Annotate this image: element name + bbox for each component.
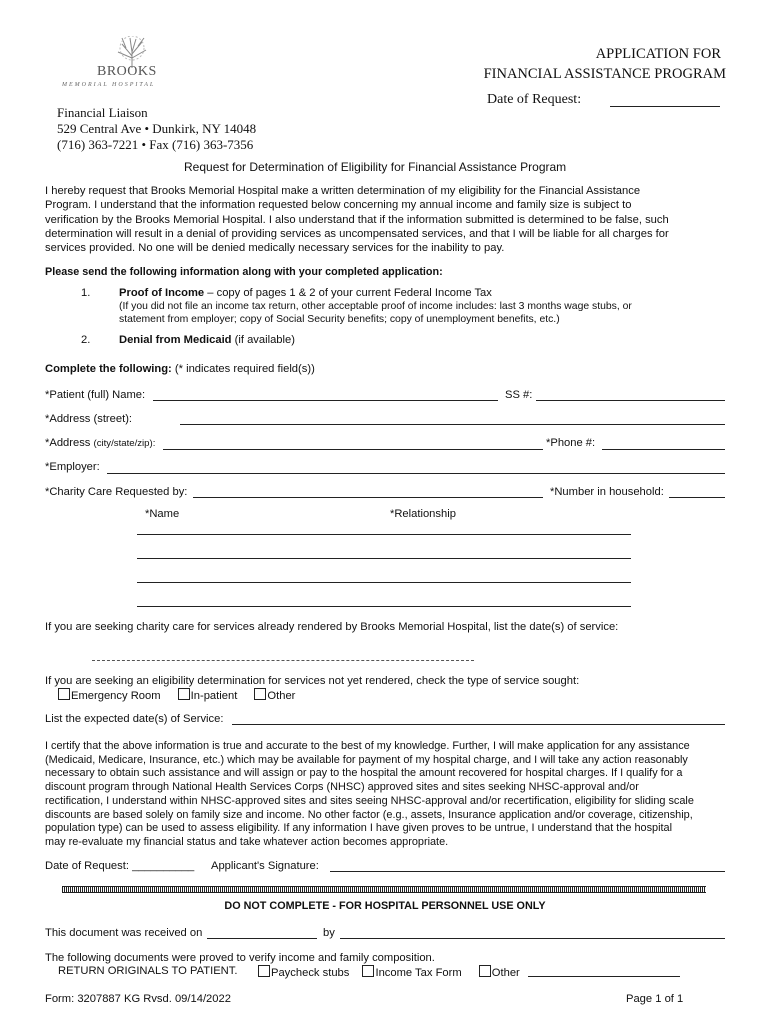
rendered-dates-input[interactable] (92, 660, 474, 661)
employer-label: *Employer: (45, 461, 100, 473)
signature-label: Applicant's Signature: (211, 860, 319, 872)
item-text: (if available) (231, 334, 295, 346)
page-number: Page 1 of 1 (626, 993, 684, 1005)
certify-line: I certify that the above information is true and accurate to the best of my knowledge. Further, I will make application for any assistance (45, 740, 690, 752)
ss-label: SS #: (505, 389, 533, 401)
certify-line: rectification, I understand within NHSC-approved sites and sites seeing NHSC-approval and/or recertification, eligibility for sliding scale (45, 794, 694, 807)
signature-input[interactable] (330, 871, 725, 872)
received-by-label: by (323, 927, 335, 939)
intro-line: services provided. No one will be denied medically necessary services for the inability to pay. (45, 242, 505, 255)
item-number: 2. (81, 334, 91, 346)
intro-paragraph (45, 184, 725, 255)
checkbox-icon[interactable] (178, 688, 190, 700)
household-row-input[interactable] (137, 606, 631, 607)
received-by-input[interactable] (340, 938, 725, 939)
rendered-services-text: If you are seeking charity care for services already rendered by Brooks Memorial Hospital, list the date(s) of service: (45, 621, 619, 633)
expected-dates-label: List the expected date(s) of Service: (45, 713, 224, 725)
logo-name: BROOKS (97, 64, 157, 79)
item-proof-of-income (119, 287, 492, 299)
intro-line: I hereby request that Brooks Memorial Hospital make a written determination of my eligibility for the Financial Assistance (45, 185, 641, 197)
item-denial-medicaid (119, 334, 295, 346)
item-title: Denial from Medicaid (119, 334, 232, 346)
form-footer-id: Form: 3207887 KG Rvsd. 09/14/2022 (45, 993, 231, 1005)
certify-line: may re-evaluate my financial status and take whatever action becomes appropriate. (45, 835, 449, 848)
send-heading: Please send the following information along with your completed application: (45, 266, 443, 278)
department: Financial Liaison (57, 105, 148, 120)
checkbox-icon[interactable] (479, 965, 491, 977)
logo (60, 36, 200, 92)
phone-label: *Phone #: (546, 437, 596, 449)
intro-line: Program. I understand that the information requested below concerning my annual income and family size is subject to (45, 199, 632, 212)
other-document-option[interactable] (479, 967, 520, 979)
subtitle: Request for Determination of Eligibility for Financial Assistance Program (184, 160, 567, 174)
patient-name-input[interactable] (153, 400, 498, 401)
not-rendered-text: If you are seeking an eligibility determination for services not yet rendered, check the type of service sought: (45, 675, 580, 687)
patient-name-label: *Patient (full) Name: (45, 389, 146, 401)
household-row-input[interactable] (137, 582, 631, 583)
paycheck-stubs-option[interactable] (258, 967, 349, 979)
item-text: – copy of pages 1 & 2 of your current Federal Income Tax (204, 287, 492, 299)
proved-text: The following documents were proved to verify income and family composition. (45, 952, 435, 964)
option-label: Other (491, 967, 520, 979)
certify-line: discounts are based solely on family size and income. No other factor (e.g., assets, Insurance application and/or coverage, citizenship, (45, 808, 693, 821)
household-relationship-header: *Relationship (390, 508, 456, 520)
option-label: Emergency Room (71, 690, 161, 702)
address-city-label (45, 437, 155, 449)
address-street-input[interactable] (180, 424, 725, 425)
section-divider (62, 886, 706, 893)
emergency-room-option[interactable] (58, 690, 161, 702)
signature-date-label: Date of Request: __________ (45, 860, 195, 872)
form-title-line1: APPLICATION FOR (595, 46, 721, 62)
option-label: Other (267, 690, 296, 702)
household-row-input[interactable] (137, 558, 631, 559)
intro-line: determination will result in a denial of providing services as uncompensated services, and that I will be liable for all charges for (45, 227, 669, 240)
document-options (258, 965, 520, 979)
hospital-address: 529 Central Ave • Dunkirk, NY 14048 (57, 121, 257, 136)
complete-heading (45, 363, 315, 375)
household-name-header: *Name (145, 508, 180, 520)
expected-dates-input[interactable] (232, 724, 725, 725)
certify-line: (Medicaid, Medicare, Insurance, etc.) which may be available for payment of my hospital charge, and I will take any action reasonably (45, 753, 688, 766)
service-options (58, 688, 295, 702)
option-label: Paycheck stubs (271, 967, 350, 979)
certify-line: population type) can be used to assess eligibility. If any information I have given proves to be untrue, I understand that the hospital (45, 822, 672, 835)
phone-input[interactable] (602, 449, 725, 450)
charity-input[interactable] (193, 497, 543, 498)
certify-line: necessary to obtain such assistance and will assign or pay to the hospital the amount recovered for hospital charges. If I qualify for a (45, 767, 683, 780)
certify-paragraph (45, 740, 725, 850)
ss-input[interactable] (536, 400, 725, 401)
checkbox-icon[interactable] (58, 688, 70, 700)
household-input[interactable] (669, 497, 725, 498)
address-city-label-a: *Address (45, 437, 94, 449)
received-date-input[interactable] (207, 938, 317, 939)
charity-label: *Charity Care Requested by: (45, 486, 188, 498)
complete-note: (* indicates required field(s)) (171, 363, 315, 375)
complete-bold: Complete the following: (45, 363, 172, 375)
intro-line: verification by the Brooks Memorial Hospital. I also understand that if the information submitted is determined to be false, such (45, 213, 669, 226)
household-label: *Number in household: (550, 486, 664, 498)
received-label: This document was received on (45, 927, 203, 939)
employer-input[interactable] (107, 473, 725, 474)
other-option[interactable] (254, 690, 295, 702)
in-patient-option[interactable] (178, 690, 238, 702)
income-tax-form-option[interactable] (362, 967, 461, 979)
address-city-label-b: (city/state/zip): (93, 438, 156, 449)
form-title-line2: FINANCIAL ASSISTANCE PROGRAM (483, 66, 726, 82)
return-originals-text: RETURN ORIGINALS TO PATIENT. (58, 965, 238, 977)
address-street-label: *Address (street): (45, 413, 133, 425)
logo-tagline: MEMORIAL HOSPITAL (62, 82, 156, 88)
item-title: Proof of Income (119, 287, 205, 299)
checkbox-icon[interactable] (254, 688, 266, 700)
hospital-phone-fax: (716) 363-7221 • Fax (716) 363-7356 (57, 137, 254, 152)
certify-line: discount program through National Health Services Corps (NHSC) approved sites and sites seeking NHSC-approval and/or (45, 781, 639, 794)
option-label: Income Tax Form (375, 967, 462, 979)
address-city-input[interactable] (163, 449, 543, 450)
checkbox-icon[interactable] (362, 965, 374, 977)
household-row-input[interactable] (137, 534, 631, 535)
item-sub-text: (If you did not file an income tax return, other acceptable proof of income includes: last 3 months wage stubs, or (119, 301, 632, 312)
item-number: 1. (81, 287, 91, 299)
option-label: In-patient (190, 690, 238, 702)
checkbox-icon[interactable] (258, 965, 270, 977)
date-of-request-label: Date of Request: (487, 92, 582, 107)
date-of-request-input[interactable] (610, 106, 720, 107)
hospital-use-heading: DO NOT COMPLETE - FOR HOSPITAL PERSONNEL USE ONLY (224, 900, 546, 912)
item-sub-text: statement from employer; copy of Social Security benefits; copy of unemployment benefits, etc.) (119, 314, 560, 325)
other-document-input[interactable] (528, 976, 680, 977)
